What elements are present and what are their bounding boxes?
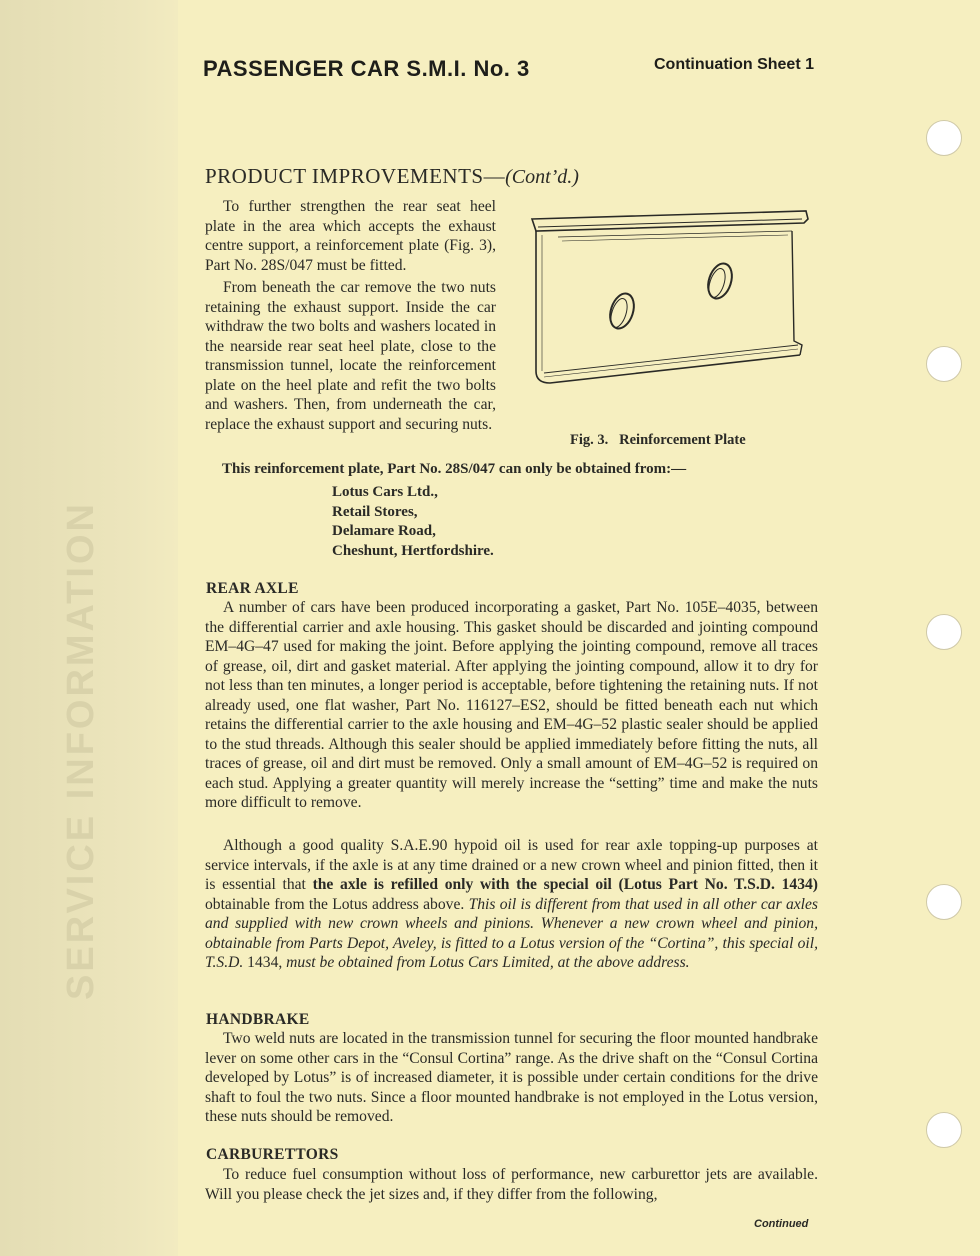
handbrake-heading: HANDBRAKE [206, 1011, 310, 1028]
rear-axle-paragraph-1: A number of cars have been produced incorporating a gasket, Part No. 105E–4035, between the differential carrier and axle housing. This gasket should be discarded and jointing compound EM–4G–47 used for making the joint. Before applying the jointing compound, remove all traces of grease, oil, dirt and gasket material. After applying the jointing compound, allow it to dry for not less than ten minutes, a longer period is acceptable, before tightening the retaining nuts. If not already used, one flat washer, Part No. 116127–ES2, should be fitted beneath each nut which retains the differential carrier to the axle housing and EM–4G–52 plastic sealer should be applied to the stud threads. Although this sealer should be applied immediately before fitting the nuts, all traces of grease, oil and dirt must be removed. Only a small amount of EM–4G–52 is required on each stud. Applying a greater quantity will merely increase the “setting” time and make the nuts more difficult to remove. [205, 599, 818, 811]
section-title [205, 164, 579, 189]
punch-hole [926, 1112, 962, 1148]
reinforcement-plate-figure [522, 205, 812, 395]
italic-text-run: This oil is different from that used in all other car axles and supplied with new crown wheels and pinions. Whenever a new crown wheel and pinion, obtainable from Parts Depot, Aveley, is fitted to a Lotus version of the “Cortina”, this special oil, T.S.D. [205, 895, 818, 971]
product-paragraph-2: From beneath the car remove the two nuts retaining the exhaust support. Inside the car withdraw the two bolts and washers located in the nearside rear seat heel plate, close to the transmission tunnel, locate the reinforcement plate on the heel plate and refit the two bolts and washers. Then, from underneath the car, replace the exhaust support and securing nuts. [205, 279, 496, 433]
carburettors-heading: CARBURETTORS [206, 1146, 339, 1163]
section-title-contd: (Cont’d.) [505, 166, 579, 188]
punch-hole [926, 120, 962, 156]
text-run: Although a good quality S.A.E.90 hypoid oil is used for rear axle topping-up purposes at service intervals, if the axle is at any time drained or a new crown wheel and pinion fitted, then it is essential that [205, 837, 818, 893]
binding-strip [0, 0, 178, 1256]
product-paragraph-1: To further strengthen the rear seat heel plate in the area which accepts the exhaust centre support, a reinforcement plate (Fig. 3), Part No. 28S/047 must be fitted. [205, 198, 496, 274]
bold-text-run: the axle is refilled only with the special oil (Lotus Part No. T.S.D. 1434) [312, 876, 818, 893]
handbrake-paragraph: Two weld nuts are located in the transmission tunnel for securing the floor mounted handbrake lever on some other cars in the “Consul Cortina” range. As the drive shaft on the “Consul Cortina developed by Lotus” is of increased diameter, it is possible under certain conditions for the drive shaft to foul the two nuts. Since a floor mounted handbrake is not employed in the Lotus version, these nuts should be removed. [205, 1030, 818, 1125]
carburettors-paragraph: To reduce fuel consumption without loss of performance, new carburettor jets are available. Will you please check the jet sizes and, if they differ from the following, [205, 1166, 818, 1203]
rear-axle-paragraph-2 [205, 836, 818, 973]
punch-hole [926, 346, 962, 382]
italic-text-run: must be obtained from Lotus Cars Limited, at the above address. [286, 954, 690, 971]
address-line: Lotus Cars Ltd., [332, 484, 438, 500]
continued-label: Continued [754, 1218, 809, 1230]
supply-notice: This reinforcement plate, Part No. 28S/047 can only be obtained from:— [222, 461, 687, 477]
address-line: Cheshunt, Hertfordshire. [332, 542, 494, 559]
rear-axle-heading: REAR AXLE [206, 580, 299, 597]
supplier-address [332, 483, 494, 561]
figure-caption: Fig. 3. Reinforcement Plate [570, 432, 746, 448]
sheet-label: Continuation Sheet 1 [654, 56, 814, 73]
text-run: obtainable from the Lotus address above. [205, 895, 469, 913]
punch-hole [926, 884, 962, 920]
section-title-text: PRODUCT IMPROVEMENTS— [205, 164, 506, 188]
reinforcement-plate-drawing [522, 205, 812, 395]
page-title: PASSENGER CAR S.M.I. No. 3 [203, 56, 530, 81]
strip-watermark: SERVICE INFORMATION [60, 501, 102, 1000]
address-line: Retail Stores, [332, 503, 418, 520]
text-run: 1434, [243, 954, 287, 971]
punch-hole [926, 614, 962, 650]
address-line: Delamare Road, [332, 523, 436, 539]
